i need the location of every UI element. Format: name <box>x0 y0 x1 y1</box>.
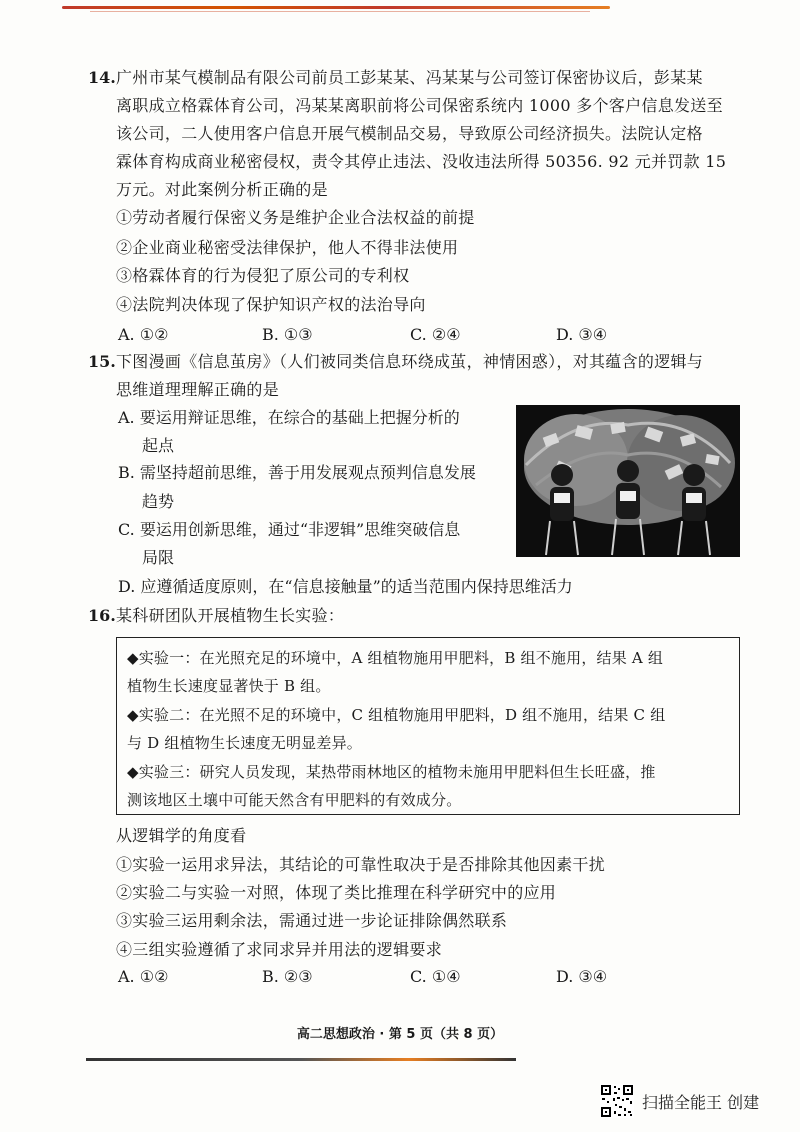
question-number: 14. <box>88 68 116 87</box>
question-text-line: 该公司，二人使用客户信息开展气模制品交易，导致原公司经济损失。法院认定格 <box>116 124 703 143</box>
statement-4: ④三组实验遵循了求同求异并用法的逻辑要求 <box>116 940 443 959</box>
option-b-cont: 趋势 <box>142 492 175 511</box>
statement-1: ①实验一运用求异法，其结论的可靠性取决于是否排除其他因素干扰 <box>116 855 606 874</box>
option-a: A. ①② <box>118 967 169 986</box>
experiment-1-line: ◆实验一：在光照充足的环境中，A 组植物施用甲肥料，B 组不施用，结果 A 组 <box>127 649 664 667</box>
option-c: C. ①④ <box>410 967 461 986</box>
option-c: C. 要运用创新思维，通过“非逻辑”思维突破信息 <box>118 520 461 539</box>
scanner-watermark <box>600 1082 780 1122</box>
option-b: B. 需坚持超前思维，善于用发展观点预判信息发展 <box>118 463 476 482</box>
statement-2: ②企业商业秘密受法律保护，他人不得非法使用 <box>116 238 459 257</box>
option-a: A. ①② <box>118 325 169 344</box>
option-b: B. ②③ <box>262 967 313 986</box>
question-text-line: 广州市某气模制品有限公司前员工彭某某、冯某某与公司签订保密协议后，彭某某 <box>116 68 703 87</box>
option-c-cont: 局限 <box>142 548 175 567</box>
experiment-3-line: ◆实验三：研究人员发现，某热带雨林地区的植物未施用甲肥料但生长旺盛，推 <box>127 763 656 781</box>
top-red-rule-thin <box>90 11 590 12</box>
information-cocoon-cartoon <box>516 405 740 557</box>
option-a: A. 要运用辩证思维，在综合的基础上把握分析的 <box>118 408 460 427</box>
statement-4: ④法院判决体现了保护知识产权的法治导向 <box>116 295 426 314</box>
question-text-line: 下图漫画《信息茧房》（人们被同类信息环绕成茧，神情困惑），对其蕴含的逻辑与 <box>116 352 704 371</box>
option-d: D. ③④ <box>556 325 608 344</box>
statement-1: ①劳动者履行保密义务是维护企业合法权益的前提 <box>116 208 475 227</box>
watermark-text: 扫描全能王 创建 <box>642 1093 760 1112</box>
experiment-box <box>116 637 740 815</box>
option-d: D. 应遵循适度原则，在“信息接触量”的适当范围内保持思维活力 <box>118 577 573 596</box>
option-a-cont: 起点 <box>142 436 175 455</box>
cartoon-drawing <box>516 405 740 557</box>
question-lead: 从逻辑学的角度看 <box>116 826 247 845</box>
option-d: D. ③④ <box>556 967 608 986</box>
question-text-line: 霖体育构成商业秘密侵权，责令其停止违法、没收违法所得 50356. 92 元并罚款 15 <box>116 152 727 171</box>
top-red-rule <box>62 6 610 9</box>
experiment-2-line: ◆实验二：在光照不足的环境中，C 组植物施用甲肥料，D 组不施用，结果 C 组 <box>127 706 666 724</box>
page-footer: 高二思想政治 · 第 5 页（共 8 页） <box>296 1027 504 1042</box>
question-text-line: 万元。对此案例分析正确的是 <box>116 180 328 199</box>
question-intro: 某科研团队开展植物生长实验： <box>116 606 345 625</box>
experiment-1-line: 植物生长速度显著快于 B 组。 <box>127 677 331 695</box>
qr-code-icon <box>600 1084 634 1118</box>
experiment-2-line: 与 D 组植物生长速度无明显差异。 <box>127 734 362 752</box>
question-text-line: 思维道理理解正确的是 <box>116 380 280 399</box>
question-number: 16. <box>88 606 116 625</box>
statement-2: ②实验二与实验一对照，体现了类比推理在科学研究中的应用 <box>116 883 557 902</box>
question-number: 15. <box>88 352 116 371</box>
option-b: B. ①③ <box>262 325 313 344</box>
option-c: C. ②④ <box>410 325 461 344</box>
bottom-rule <box>86 1058 516 1061</box>
question-text-line: 离职成立格霖体育公司，冯某某离职前将公司保密系统内 1000 多个客户信息发送至 <box>116 96 723 115</box>
experiment-3-line: 测该地区土壤中可能天然含有甲肥料的有效成分。 <box>127 791 462 809</box>
statement-3: ③实验三运用剩余法，需通过进一步论证排除偶然联系 <box>116 911 508 930</box>
statement-3: ③格霖体育的行为侵犯了原公司的专利权 <box>116 266 410 285</box>
